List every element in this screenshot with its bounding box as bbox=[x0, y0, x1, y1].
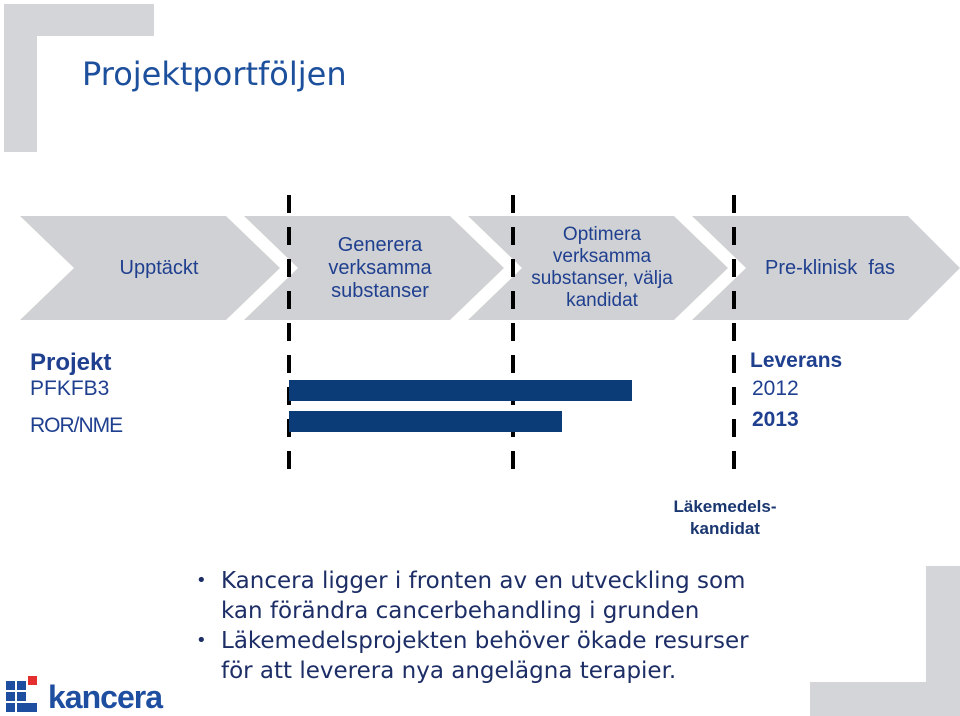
phase-label-optimize: Optimera verksamma substanser, välja kandidat bbox=[531, 224, 673, 311]
bullet-dot-icon: • bbox=[196, 630, 207, 651]
bullet-line: Kancera ligger i fronten av en utveckling som bbox=[221, 568, 746, 594]
phase-label-preclinical: Pre-klinisk fas bbox=[764, 256, 896, 279]
bullet-line: Läkemedelsprojekten behöver ökade resurser bbox=[221, 628, 749, 654]
bullet-list bbox=[196, 566, 836, 686]
delivery-header: Leverans bbox=[750, 349, 843, 372]
slide-title: Projektportföljen bbox=[82, 55, 347, 93]
phase-label-generate: Generera verksamma substanser bbox=[328, 233, 432, 302]
project-header: Projekt bbox=[30, 349, 112, 376]
progress-bar-pfkfb3 bbox=[289, 380, 632, 401]
bullet-line: kan förändra cancerbehandling i grunden bbox=[221, 598, 700, 624]
bullet-item bbox=[196, 566, 836, 626]
project-name-pfkfb3: PFKFB3 bbox=[30, 377, 110, 400]
project-name-ror: ROR/NME bbox=[30, 414, 123, 437]
progress-bar-ror bbox=[289, 411, 562, 432]
bullet-item bbox=[196, 626, 836, 686]
logo-text: kancera bbox=[48, 679, 162, 715]
milestone-label bbox=[655, 496, 795, 540]
bullet-line: för att leverera nya angelägna terapier. bbox=[221, 658, 677, 684]
milestone-label-line2: kandidat bbox=[690, 519, 760, 539]
bullet-dot-icon: • bbox=[196, 570, 207, 591]
delivery-year-ror: 2013 bbox=[752, 408, 799, 431]
delivery-year-pfkfb3: 2012 bbox=[752, 377, 799, 400]
milestone-label-line1: Läkemedels- bbox=[673, 497, 777, 516]
phase-label-discovery: Upptäckt bbox=[119, 256, 199, 279]
